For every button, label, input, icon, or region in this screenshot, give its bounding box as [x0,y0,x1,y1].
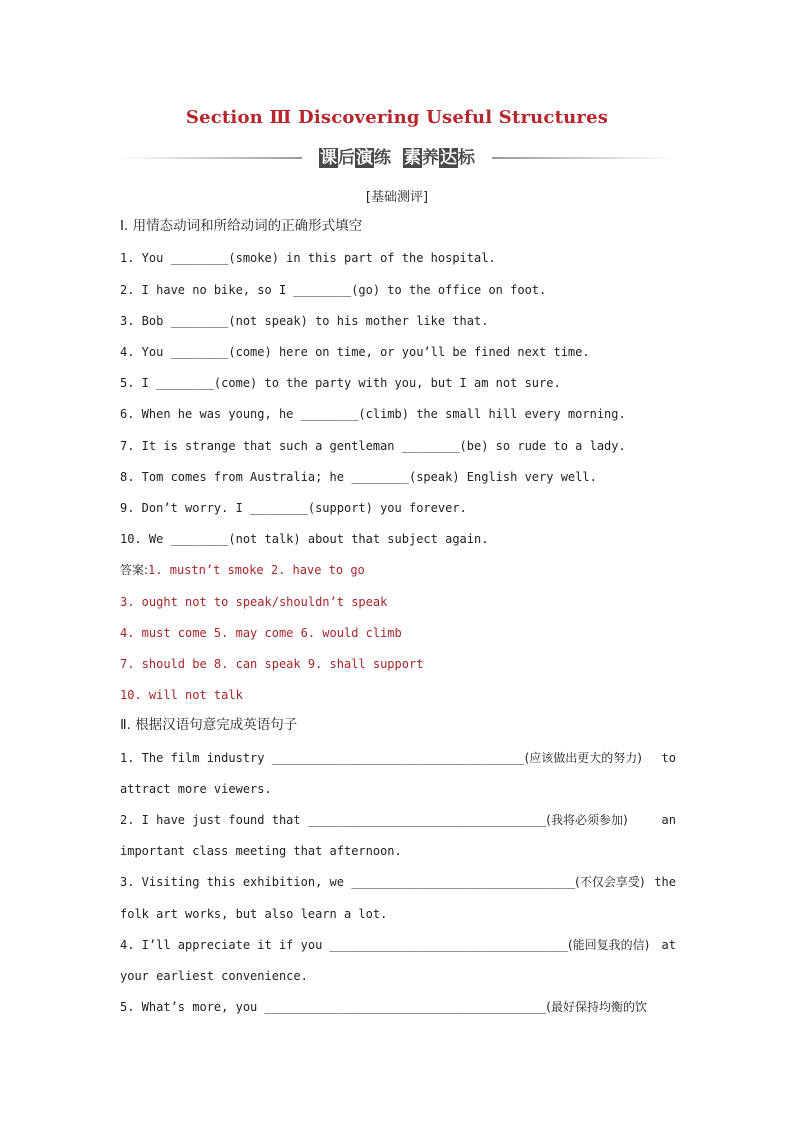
section-heading: Ⅱ. 根据汉语句意完成英语句子 [120,717,298,733]
item-text: 2. I have just found that _________________________________ [120,813,547,827]
item-suffix: to [661,751,676,765]
exercise-item [120,812,676,828]
banner-char-boxed: 课 [320,148,337,168]
item-text: 1. The film industry ___________________________________ [120,751,525,765]
answer-text: 4. must come 5. may come 6. would climb [120,626,402,640]
exercise-item [120,874,676,890]
banner-char-boxed: 达 [440,148,457,168]
exercise-item: 3. Bob ________(not speak) to his mother like that. [120,314,489,328]
exercise-item-continued: attract more viewers. [120,782,272,796]
banner-rule-left [118,157,302,159]
item-hint: (最好保持均衡的饮 [546,1000,647,1014]
exercise-item: 6. When he was young, he ________(climb) the small hill every morning. [120,407,626,421]
answer-label: 答案: [120,563,149,577]
item-suffix: at [661,938,676,952]
item-hint: (能回复我的信) [567,938,650,952]
banner-char: 标 [458,148,475,168]
section-banner [118,146,676,170]
exercise-item-continued: important class meeting that afternoon. [120,844,402,858]
item-text: 4. I’ll appreciate it if you _________________________________ [120,938,568,952]
exercise-item [120,937,676,953]
answer-line [120,562,676,578]
item-text: 5. What’s more, you _______________________________________ [120,1000,547,1014]
banner-label [310,146,484,170]
answer-text: 10. will not talk [120,688,243,702]
item-suffix: the [654,875,676,889]
item-text: 3. Visiting this exhibition, we _______________________________ [120,875,576,889]
exercise-item: 9. Don’t worry. I ________(support) you forever. [120,501,467,515]
exercise-item: 5. I ________(come) to the party with you, but I am not sure. [120,376,561,390]
exercise-item: 7. It is strange that such a gentleman ________(be) so rude to a lady. [120,439,626,453]
item-hint: (不仅会享受) [575,875,645,889]
item-hint: (应该做出更大的努力) [524,751,642,765]
item-suffix: an [661,813,676,827]
banner-char: 后 [338,148,355,168]
exercise-item: 2. I have no bike, so I ________(go) to the office on foot. [120,283,547,297]
exercise-item: 1. You ________(smoke) in this part of the hospital. [120,251,496,265]
banner-char-boxed: 素 [404,148,421,168]
exercise-item-continued: folk art works, but also learn a lot. [120,907,388,921]
answer-text: 7. should be 8. can speak 9. shall support [120,657,424,671]
item-hint: (我将必须参加) [546,813,628,827]
banner-rule-right [492,157,676,159]
exercise-item-continued: your earliest convenience. [120,969,308,983]
exercise-item [120,750,676,766]
exercise-item: 10. We ________(not talk) about that subject again. [120,532,489,546]
exercise-item: 8. Tom comes from Australia; he ________(speak) English very well. [120,470,597,484]
banner-char-boxed: 演 [356,148,373,168]
banner-char: 养 [422,148,439,168]
exercise-item [120,999,676,1015]
exercise-item: 4. You ________(come) here on time, or you’ll be fined next time. [120,345,590,359]
subsection-label: [基础测评] [365,190,429,205]
banner-char: 练 [374,148,391,168]
section-heading: Ⅰ. 用情态动词和所给动词的正确形式填空 [120,218,363,234]
answer-text: 1. mustn’t smoke 2. have to go [148,563,365,577]
answer-text: 3. ought not to speak/shouldn’t speak [120,595,388,609]
page-title: Section Ⅲ Discovering Useful Structures [185,107,609,128]
